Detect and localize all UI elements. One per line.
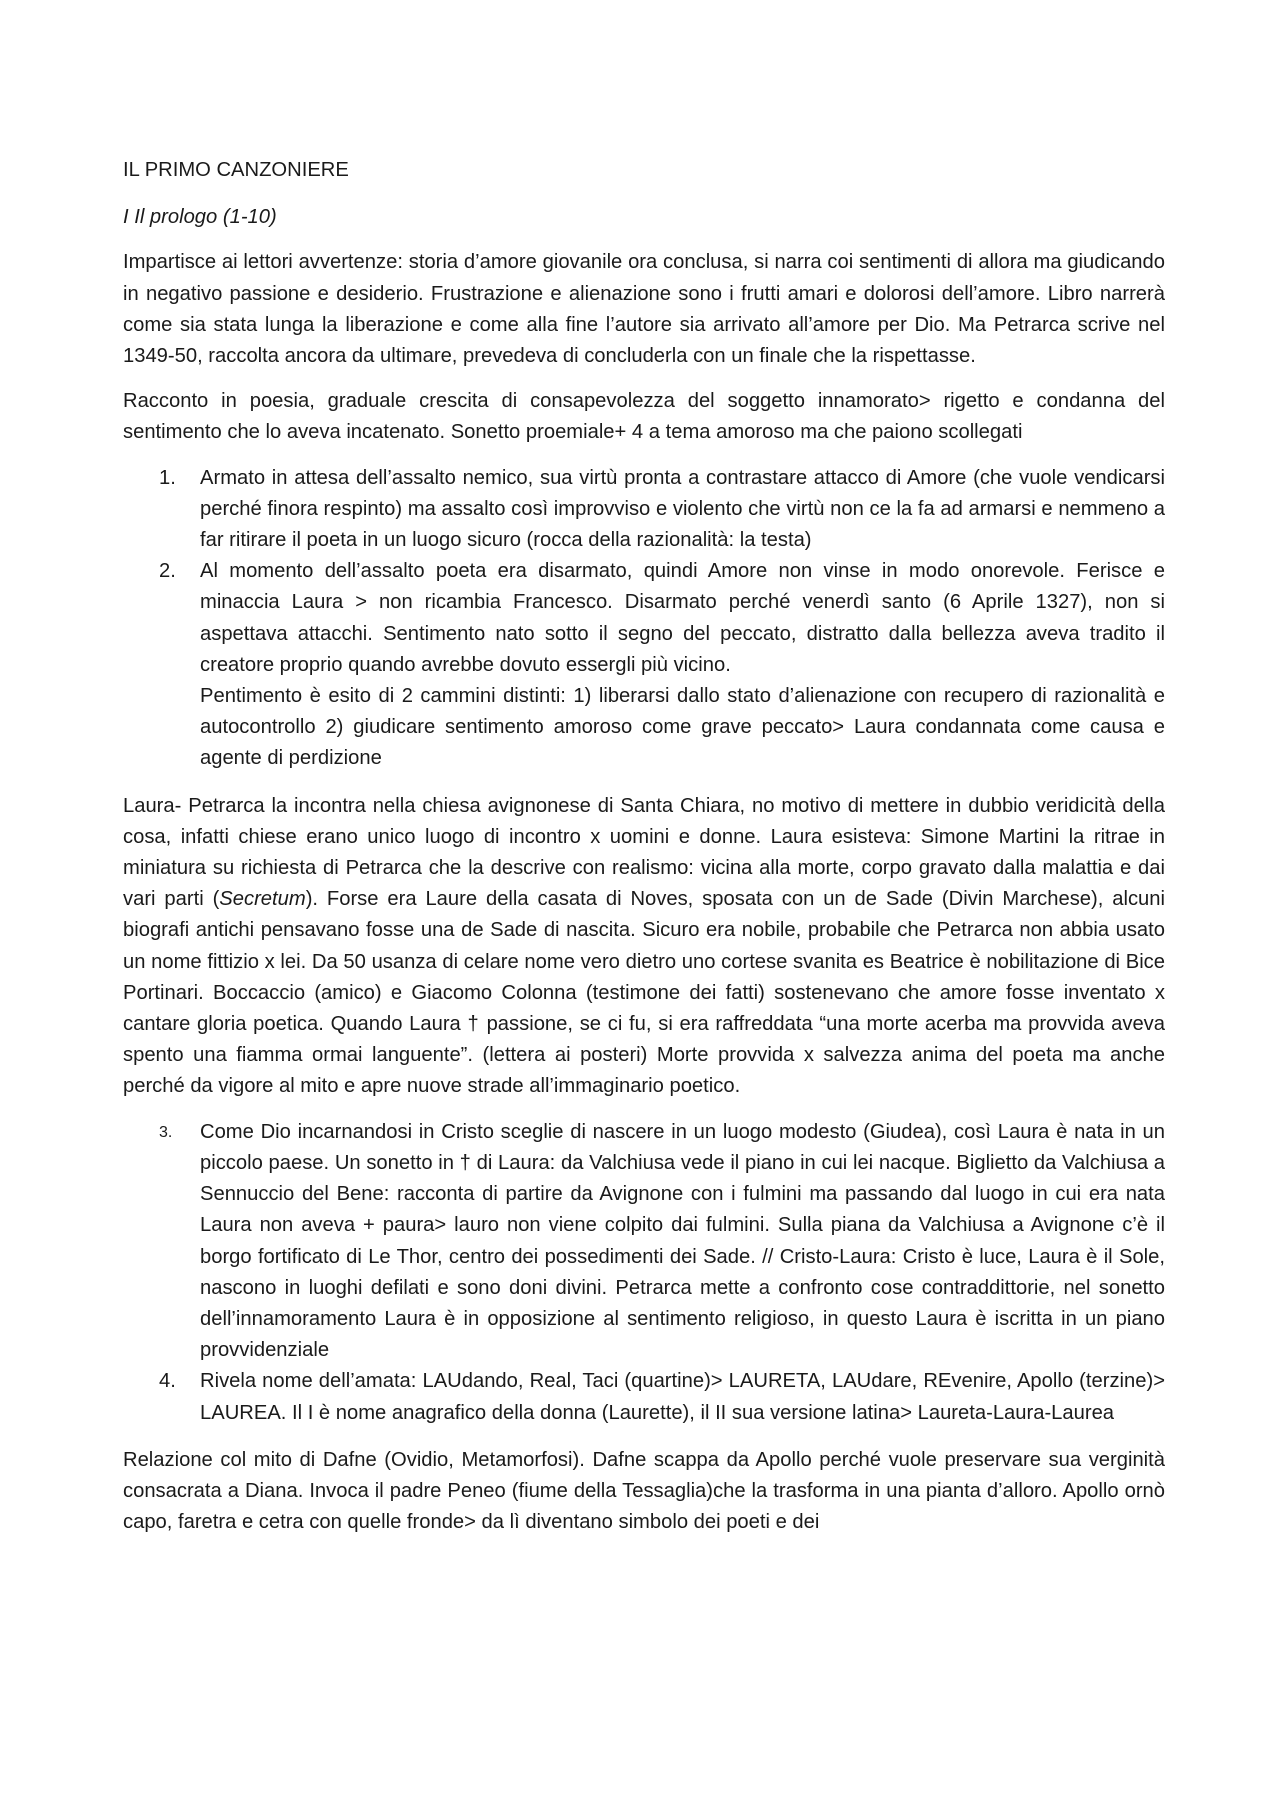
- list-item-number: 3.: [159, 1123, 173, 1141]
- section-subtitle: I Il prologo (1-10): [123, 206, 277, 229]
- numbered-list-2: [123, 1117, 1165, 1429]
- list-item-number: 2.: [159, 560, 176, 583]
- secretum-title: Secretum: [219, 888, 306, 911]
- list-item: [123, 463, 1165, 557]
- paragraph-dafne: Relazione col mito di Dafne (Ovidio, Metamorfosi). Dafne scappa da Apollo perché vuole preservare sua verginità consacrata a Diana. Invoca il padre Peneo (fiume della Tessaglia)che la trasforma in una pianta d’alloro. Apollo ornò capo, faretra e cetra con quelle fronde> da lì diventano simbolo dei poeti e dei: [123, 1448, 1165, 1534]
- paragraph-laura-text-1: Laura- Petrarca la incontra nella chiesa avignonese di Santa Chiara, no motivo di mettere in dubbio veridicità della cosa, infatti chiese erano unico luogo di incontro x uomini e donne. Laura esisteva: Simone Martini la ritrae in miniatura su richiesta di Petrarca che la descrive con realismo: vicina alla morte, corpo gravato dalla malattia e dai vari parti (: [123, 794, 1165, 911]
- document-title: IL PRIMO CANZONIERE: [123, 159, 349, 181]
- list-item-text: Al momento dell’assalto poeta era disarmato, quindi Amore non vinse in modo onorevole. Ferisce e minaccia Laura > non ricambia Francesco. Disarmato perché venerdì santo (6 Aprile 1327), non si aspettava attacchi. Sentimento nato sotto il segno del peccato, distratto dalla bellezza aveva tradito il creatore proprio quando avrebbe dovuto essergli più vicino.: [200, 560, 1165, 676]
- list-item: [123, 1117, 1165, 1367]
- list-item: [123, 556, 1165, 774]
- list-item-number: 1.: [159, 466, 176, 489]
- list-item-text: Rivela nome dell’amata: LAUdando, Real, Taci (quartine)> LAURETA, LAUdare, REvenire, Apollo (terzine)> LAUREA. Il I è nome anagrafico della donna (Laurette), il II sua versione latina> Laureta-Laura-Laurea: [200, 1370, 1165, 1424]
- list-item-text: Come Dio incarnandosi in Cristo sceglie di nascere in un luogo modesto (Giudea), così Laura è nata in un piccolo paese. Un sonetto in † di Laura: da Valchiusa vede il piano in cui lei nacque. Biglietto da Valchiusa a Sennuccio del Bene: racconta di partire da Avignone con i fulmini ma passando dal luogo in cui era nata Laura non aveva + paura> lauro non viene colpito dai fulmini. Sulla piana da Valchiusa a Avignone c’è il borgo fortificato di Le Thor, centro dei possedimenti dei Sade. // Cristo-Laura: Cristo è luce, Laura è il Sole, nascono in luoghi defilati e sono doni divini. Petrarca mette a confronto cose contraddittorie, nel sonetto dell’innamoramento Laura è in opposizione al sentimento religioso, in questo Laura è iscritta in un piano provvidenziale: [200, 1120, 1165, 1362]
- paragraph-laura-text-2: ). Forse era Laure della casata di Noves, sposata con un de Sade (Divin Marchese), alcuni biografi antichi pensavano fosse una de Sade di nascita. Sicuro era nobile, probabile che Petrarca non abbia usato un nome fittizio x lei. Da 50 usanza di celare nome vero dietro uno cortese svanita es Beatrice è nobilitazione di Bice Portinari. Boccaccio (amico) e Giacomo Colonna (testimone dei fatti) sostenevano che amore fosse inventato x cantare gloria poetica. Quando Laura † passione, se ci fu, si era raffreddata “una morte acerba ma provvida aveva spento una fiamma ormai languente”. (lettera ai posteri) Morte provvida x salvezza anima del poeta ma anche perché da vigore al mito e apre nuove strade all’immaginario poetico.: [123, 888, 1165, 1098]
- list-item-text: Armato in attesa dell’assalto nemico, sua virtù pronta a contrastare attacco di Amore (che vuole vendicarsi perché finora respinto) ma assalto così improvviso e violento che virtù non ce la fa ad armarsi e nemmeno a far ritirare il poeta in un luogo sicuro (rocca della razionalità: la testa): [200, 466, 1165, 552]
- list-item-continuation: Pentimento è esito di 2 cammini distinti: 1) liberarsi dallo stato d’alienazione con recupero di razionalità e autocontrollo 2) giudicare sentimento amoroso come grave peccato> Laura condannata come causa e agente di perdizione: [200, 685, 1165, 770]
- paragraph-laura: [123, 791, 1165, 1103]
- numbered-list-1: [123, 463, 1165, 775]
- paragraph-racconto: Racconto in poesia, graduale crescita di consapevolezza del soggetto innamorato> rigetto e condanna del sentimento che lo aveva incatenato. Sonetto proemiale+ 4 a tema amoroso ma che paiono scollegati: [123, 390, 1165, 444]
- list-item: [123, 1366, 1165, 1428]
- list-item-number: 4.: [159, 1370, 176, 1393]
- paragraph-prologue: Impartisce ai lettori avvertenze: storia d’amore giovanile ora conclusa, si narra coi sentimenti di allora ma giudicando in negativo passione e desiderio. Frustrazione e alienazione sono i frutti amari e dolorosi dell’amore. Libro narrerà come sia stata lunga la liberazione e come alla fine l’autore sia arrivato all’amore per Dio. Ma Petrarca scrive nel 1349-50, raccolta ancora da ultimare, prevedeva di concluderla con un finale che la rispettasse.: [123, 251, 1165, 368]
